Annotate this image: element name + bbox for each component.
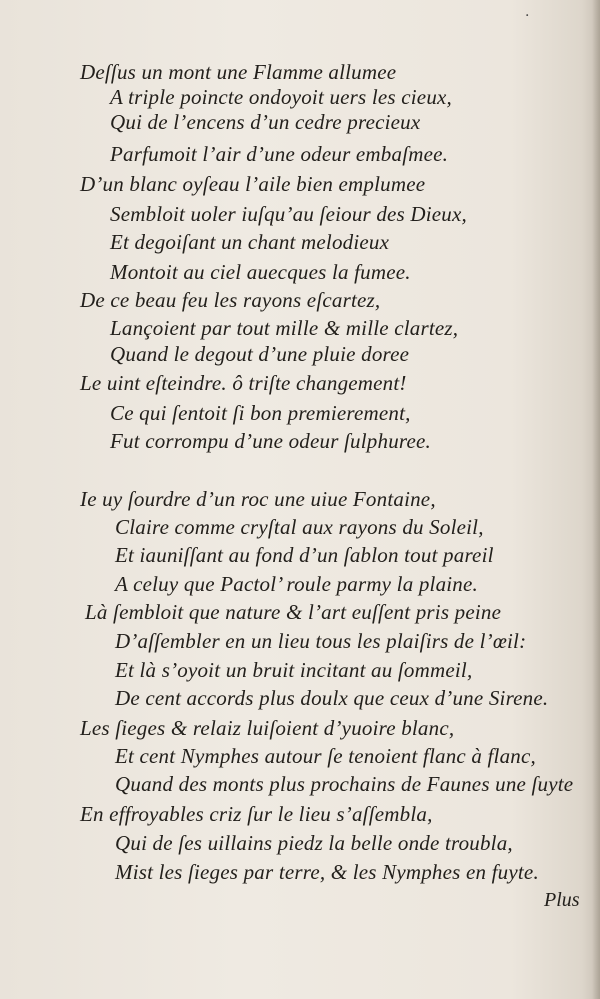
verse-line: Quand le degout d’une pluie doree	[110, 342, 410, 366]
verse-line: Lançoient par tout mille & mille clartez,	[110, 316, 459, 340]
verse-line: Qui de l’encens d’un cedre precieux	[110, 110, 421, 134]
verse-line: En effroyables criz ſur le lieu s’aſſembla,	[80, 802, 433, 826]
verse-line: Fut corrompu d’une odeur ſulphuree.	[110, 429, 431, 453]
catchword: Plus	[544, 889, 580, 911]
verse-line: Parfumoit l’air d’une odeur embaſmee.	[110, 142, 449, 166]
verse-line: De cent accords plus doulx que ceux d’une Sirene.	[115, 686, 549, 710]
verse-line: Deſſus un mont une Flamme allumee	[80, 60, 397, 84]
verse-line: Quand des monts plus prochains de Faunes une ſuyte	[115, 772, 574, 796]
verse-line: Et là s’oyoit un bruit incitant au ſommeil,	[115, 658, 473, 682]
verse-line: Et degoiſant un chant melodieux	[110, 230, 390, 254]
verse-line: Ie uy ſourdre d’un roc une uiue Fontaine,	[80, 487, 436, 511]
verse-line: Mist les ſieges par terre, & les Nymphes en fuyte.	[115, 860, 539, 884]
verse-line: Claire comme cryſtal aux rayons du Soleil,	[115, 515, 484, 539]
verse-line: Les ſieges & relaiz luiſoient d’yuoire blanc,	[80, 716, 455, 740]
verse-line: Ce qui ſentoit ſi bon premierement,	[110, 401, 411, 425]
page-edge-shadow	[592, 0, 600, 999]
verse-line: A celuy que Pactol’ roule parmy la plaine.	[115, 572, 478, 596]
verse-line: De ce beau feu les rayons eſcartez,	[80, 288, 381, 312]
verse-line: D’un blanc oyſeau l’aile bien emplumee	[80, 172, 426, 196]
verse-line: Et cent Nymphes autour ſe tenoient flanc à flanc,	[115, 744, 536, 768]
verse-line: Qui de ſes uillains piedz la belle onde troubla,	[115, 831, 513, 855]
verse-line: Sembloit uoler iuſqu’au ſeiour des Dieux,	[110, 202, 467, 226]
verse-line: D’aſſembler en un lieu tous les plaiſirs de l’œil:	[115, 629, 527, 653]
verse-line: Là ſembloit que nature & l’art euſſent pris peine	[85, 600, 502, 624]
verse-line: Montoit au ciel auecques la fumee.	[110, 260, 411, 284]
verse-line: Et iauniſſant au fond d’un ſablon tout pareil	[115, 543, 494, 567]
verse-line: Le uint eſteindre. ô triſte changement!	[80, 371, 407, 395]
ink-speck: ·	[525, 8, 530, 24]
verse-line: A triple poincte ondoyoit uers les cieux,	[110, 85, 452, 109]
